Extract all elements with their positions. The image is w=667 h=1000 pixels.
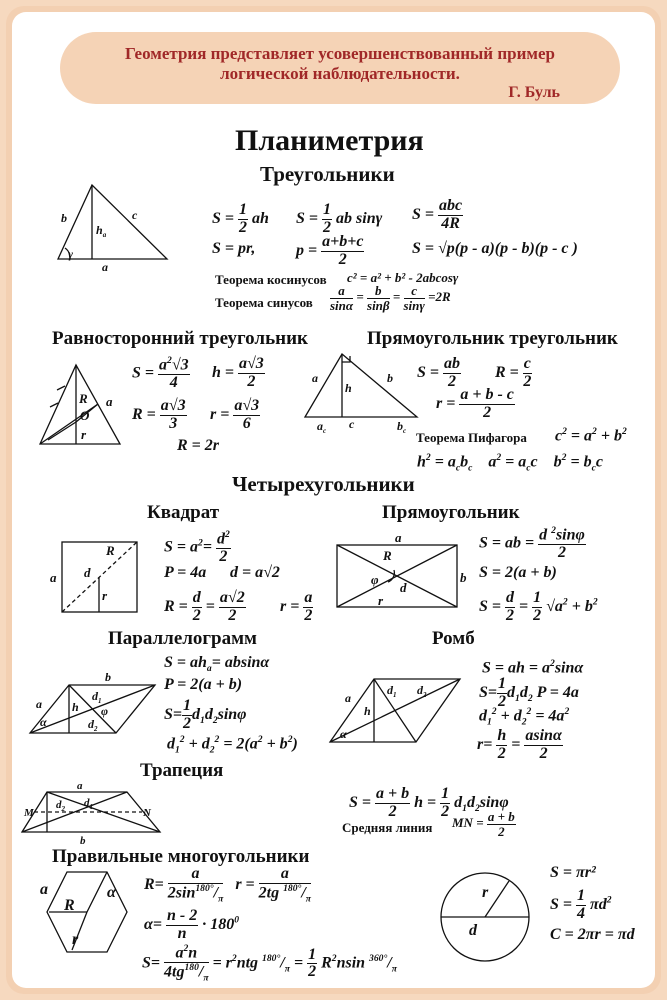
- svg-text:d1: $d_1$: [387, 683, 397, 699]
- svg-text:R: R: [383, 548, 392, 563]
- svg-text:c: c: [349, 417, 355, 431]
- par-area: $S = ah_a= absin\alpha$: [164, 654, 270, 675]
- svg-text:a: a: [77, 780, 83, 792]
- eq-height: h = $\frac{a√3}{2}$: [212, 355, 264, 390]
- svg-text:d: d: [469, 922, 477, 939]
- pythagoras-label: Теорема Пифагора: [416, 430, 527, 445]
- trapezoid-figure: [22, 792, 160, 832]
- eq-area: S = $\frac{a^2√3}{4}$: [132, 355, 189, 392]
- midline-formula: MN = $\frac{a + b}{2}$: [452, 809, 515, 839]
- cosine-theorem-label: Теорема косинусов: [215, 272, 327, 287]
- quote-author: Г. Буль: [508, 84, 560, 101]
- svg-text:b: b: [61, 211, 67, 225]
- svg-text:d: d: [400, 580, 407, 595]
- square-diagonal: d = a√2: [230, 564, 280, 581]
- svg-text:bc: $b_c$: [397, 419, 407, 435]
- square-r: r = $\frac{a}{2}$: [280, 589, 313, 624]
- square-R: R = $\frac{d}{2}$ = $\frac{a√2}{2}$: [164, 589, 245, 624]
- svg-text:r: r: [378, 593, 384, 608]
- midline-label: Средняя линия: [342, 820, 433, 835]
- section-rhombus: Ромб: [432, 628, 475, 649]
- svg-text:α: α: [107, 884, 116, 901]
- polygon-R: R= $\frac{a}{2\sin^{180^\circ}/_\pi}$ r = $\frac{a}{2tg ^{180^\circ}/_\pi}$: [144, 865, 312, 905]
- svg-text:a: a: [102, 260, 108, 274]
- rect-perimeter: S = 2(a + b): [479, 564, 557, 581]
- svg-text:M: M: [24, 807, 34, 819]
- svg-text:ac: $a_c$: [317, 419, 327, 435]
- svg-text:a: a: [50, 570, 57, 585]
- page-title: Планиметрия: [235, 124, 424, 157]
- svg-text:b: b: [387, 371, 393, 385]
- section-trapezoid: Трапеция: [140, 760, 224, 781]
- svg-text:b: b: [460, 570, 467, 585]
- square-figure: [62, 542, 137, 612]
- svg-text:a: a: [40, 881, 48, 898]
- svg-text:r: r: [81, 427, 87, 442]
- svg-text:b: b: [80, 835, 86, 847]
- quote-line-1: Геометрия представляет усовершенствованный пример: [125, 44, 555, 63]
- svg-text:r: r: [482, 884, 489, 901]
- right-triangle-figure: [305, 354, 417, 417]
- svg-text:h: h: [345, 381, 352, 395]
- svg-text:h: h: [72, 700, 79, 714]
- svg-text:d1: $d_1$: [84, 797, 93, 811]
- svg-text:d2: $d_2$: [56, 799, 65, 813]
- triangle-area-2: S = $\frac{1}{2}$ ab sinγ: [296, 201, 383, 236]
- svg-text:a: a: [312, 371, 318, 385]
- eq-R2r: R = 2r: [177, 437, 220, 454]
- svg-text:φ: φ: [371, 572, 379, 587]
- svg-text:R: R: [64, 897, 75, 914]
- square-perimeter: P = 4a: [164, 564, 207, 581]
- par-perimeter: P = 2(a + b): [164, 676, 243, 693]
- section-equilateral: Равносторонний треугольник: [52, 328, 308, 349]
- svg-text:R: R: [106, 543, 115, 558]
- section-polygons: Правильные многоугольники: [52, 846, 310, 867]
- section-quads: Четырехугольники: [232, 472, 415, 496]
- svg-text:d1: $d_1$: [92, 689, 102, 705]
- svg-text:α: α: [40, 715, 47, 729]
- svg-text:h: h: [364, 704, 371, 718]
- sine-theorem-label: Теорема синусов: [215, 295, 313, 310]
- svg-text:R: R: [79, 391, 88, 406]
- svg-text:ha: $h_a$: [96, 223, 107, 239]
- par-diag-area: S= $\frac{1}{2}$ $d_1d_2\sin\varphi$: [164, 697, 247, 732]
- semiperimeter: p = $\frac{a+b+c}{2}$: [296, 233, 364, 268]
- circle-area: S = πr²: [550, 864, 596, 881]
- svg-text:a: a: [106, 394, 113, 409]
- right-R: R = $\frac{c}{2}$: [495, 355, 532, 390]
- triangle-figure: [58, 185, 167, 259]
- rhombus-diag-sum: $d_1^2 + d_2^2 = 4a^2$: [479, 706, 570, 728]
- svg-text:a: a: [395, 530, 402, 545]
- svg-text:c: c: [132, 208, 138, 222]
- rhombus-figure: [330, 679, 460, 742]
- sine-theorem-formula: $\frac{a}{\sin\alpha}$ = $\frac{b}{\sin\beta}$ = $\frac{c}{\sin\gamma}$ =2R: [330, 283, 451, 313]
- section-triangles: Треугольники: [260, 162, 395, 186]
- triangle-area-pr: S = pr,: [212, 240, 256, 257]
- cosine-theorem-formula: c² = a² + b² - 2abcosγ: [347, 270, 459, 285]
- geometry-figures: [12, 12, 655, 988]
- rectangle-figure: [337, 545, 457, 607]
- right-r: r = $\frac{a + b - c}{2}$: [436, 386, 514, 421]
- svg-text:r: r: [72, 931, 79, 948]
- pythagoras-formula: $c^2 = a^2 + b^2$: [555, 426, 627, 445]
- section-rectangle: Прямоугольник: [382, 502, 520, 523]
- rect-R: S = $\frac{d}{2}$ = $\frac{1}{2}$ $√a^2 + b^2$: [479, 589, 598, 624]
- triangle-labels: [61, 208, 138, 274]
- svg-text:a: a: [345, 691, 351, 705]
- eq-R: R = $\frac{a√3}{3}$: [132, 397, 186, 432]
- triangle-area-1: S = $\frac{1}{2}$ ah: [212, 201, 269, 236]
- right-area: S = $\frac{ab}{2}$: [417, 355, 461, 390]
- polygon-area: S= $\frac{a^2n}{4tg^{180}/_\pi}$ = $r^2ntg$ $^{180^\circ}/_\pi$ = $\frac{1}{2}$ $R^2nsin$ $^{360^\circ}/_\pi$: [142, 943, 397, 984]
- rect-area: S = ab = $\frac{d ^2\sin\varphi}{2}$: [479, 525, 585, 562]
- trapezoid-area: S = $\frac{a + b}{2}$ h = $\frac{1}{2}$ $d_1d_2\sin\varphi$: [349, 785, 509, 820]
- circle-area-d: S = $\frac{1}{4}$ $\pi d^2$: [550, 887, 612, 922]
- rhombus-r: r= $\frac{h}{2}$ = $\frac{asin\alpha}{2}$: [477, 727, 562, 762]
- svg-text:γ: γ: [68, 247, 73, 261]
- svg-text:b: b: [105, 670, 111, 684]
- eq-r: r = $\frac{a√3}{6}$: [210, 397, 260, 432]
- svg-text:d: d: [84, 565, 91, 580]
- section-right: Прямоугольник треугольник: [367, 328, 618, 349]
- quote-line-2: логической наблюдательности.: [220, 64, 460, 83]
- par-diag-sum: $d_1^2 + d_2^2 = 2(a^2 + b^2)$: [167, 734, 298, 756]
- right-proportional: $h^2 = a_cb_c$ $a^2 = a_cc$ $b^2 = b_cc$: [417, 452, 603, 474]
- svg-text:r: r: [102, 588, 108, 603]
- circle-length: C = 2πr = πd: [550, 926, 635, 943]
- svg-text:d2: $d_2$: [417, 683, 427, 699]
- heron-formula: S = √p(p - a)(p - b)(p - c ): [412, 240, 578, 257]
- square-area: $S = a^2=$ $\frac{d^2}{2}$: [164, 529, 230, 566]
- svg-text:a: a: [36, 697, 42, 711]
- triangle-area-3: S = abc 4R: [412, 197, 463, 232]
- svg-text:φ: φ: [101, 704, 109, 718]
- svg-text:N: N: [143, 807, 151, 819]
- poster-sheet: [12, 12, 655, 988]
- svg-text:O: O: [80, 408, 90, 423]
- polygon-angle: α= $\frac{n - 2}{n}$ · $180^0$: [144, 907, 239, 942]
- rhombus-diag: S= $\frac{1}{2}$ $d_1d_2$ P = 4a: [479, 675, 579, 710]
- svg-text:α: α: [340, 727, 347, 741]
- svg-text:d2: $d_2$: [88, 717, 98, 733]
- section-parallelogram: Параллелограмм: [108, 628, 258, 649]
- section-square: Квадрат: [147, 502, 220, 523]
- rhombus-area: S = ah = $a^2\sin\alpha$: [482, 658, 584, 677]
